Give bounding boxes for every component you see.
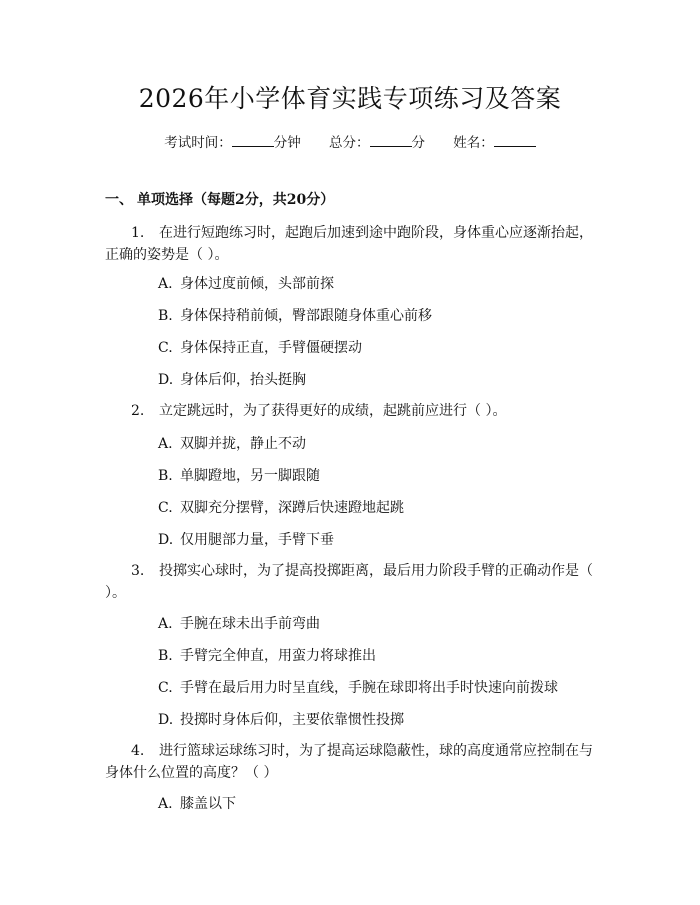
q4-option-a: [158, 794, 236, 814]
option-text: 手臂在最后用力时呈直线，手腕在球即将出手时快速向前拨球: [180, 680, 558, 696]
name-blank: [494, 132, 536, 147]
option-text: 身体过度前倾，头部前探: [180, 276, 334, 292]
total-score-label: 总分：: [329, 135, 370, 151]
option-letter: C.: [158, 500, 173, 516]
question-text: 在进行短跑练习时，起跑后加速到途中跑阶段，身体重心应逐渐抬起，正确的姿势是（ ）。: [105, 225, 593, 263]
q3-option-c: [158, 678, 558, 698]
question-text: 进行篮球运球练习时，为了提高运球隐蔽性，球的高度通常应控制在与身体什么位置的高度？（ ）: [105, 743, 593, 781]
option-text: 单脚蹬地，另一脚跟随: [180, 468, 320, 484]
total-score-field: [329, 132, 425, 153]
option-letter: C.: [158, 680, 173, 696]
option-letter: A.: [158, 436, 173, 452]
option-text: 投掷时身体后仰，主要依靠惯性投掷: [180, 712, 404, 728]
option-letter: B.: [158, 648, 173, 664]
option-letter: A.: [158, 796, 173, 812]
q1-option-b: [158, 306, 432, 326]
option-text: 身体保持稍前倾，臀部跟随身体重心前移: [180, 308, 432, 324]
question-2: [105, 400, 600, 422]
option-letter: B.: [158, 468, 173, 484]
option-letter: D.: [158, 712, 174, 728]
total-score-blank: [370, 132, 412, 147]
name-field: [453, 132, 536, 153]
question-4: [105, 740, 600, 784]
option-letter: C.: [158, 340, 173, 356]
option-letter: A.: [158, 276, 173, 292]
total-score-unit: 分: [411, 135, 425, 151]
q2-option-b: [158, 466, 320, 486]
exam-time-label: 考试时间：: [164, 135, 232, 151]
option-letter: A.: [158, 616, 173, 632]
section-number: 一、: [105, 192, 133, 208]
option-text: 身体后仰，抬头挺胸: [180, 372, 306, 388]
question-number: 3.: [131, 563, 145, 579]
option-text: 手腕在球未出手前弯曲: [180, 616, 320, 632]
section-heading: [105, 190, 334, 210]
q1-option-c: [158, 338, 362, 358]
option-text: 身体保持正直，手臂僵硬摆动: [180, 340, 362, 356]
option-text: 双脚并拢，静止不动: [180, 436, 306, 452]
section-title: 单项选择（每题2分，共20分）: [137, 192, 335, 208]
option-text: 手臂完全伸直，用蛮力将球推出: [180, 648, 376, 664]
document-title: 2026年小学体育实践专项练习及答案: [138, 84, 562, 113]
question-number: 4.: [131, 743, 145, 759]
option-text: 仅用腿部力量，手臂下垂: [180, 532, 334, 548]
option-letter: B.: [158, 308, 173, 324]
question-text: 投掷实心球时，为了提高投掷距离，最后用力阶段手臂的正确动作是（ ）。: [105, 563, 593, 601]
q2-option-d: [158, 530, 334, 550]
exam-time-blank: [232, 132, 274, 147]
option-text: 膝盖以下: [180, 796, 236, 812]
option-letter: D.: [158, 532, 174, 548]
exam-time-unit: 分钟: [273, 135, 301, 151]
q3-option-d: [158, 710, 404, 730]
exam-time-field: [164, 132, 301, 153]
q1-option-d: [158, 370, 306, 390]
q3-option-b: [158, 646, 376, 666]
question-number: 2.: [131, 403, 145, 419]
question-text: 立定跳远时，为了获得更好的成绩，起跳前应进行（ ）。: [159, 403, 507, 419]
q3-option-a: [158, 614, 320, 634]
question-1: [105, 222, 600, 266]
option-letter: D.: [158, 372, 174, 388]
question-3: [105, 560, 600, 604]
q2-option-c: [158, 498, 404, 518]
question-number: 1.: [131, 225, 145, 241]
exam-info-line: [0, 132, 700, 153]
q2-option-a: [158, 434, 306, 454]
q1-option-a: [158, 274, 334, 294]
option-text: 双脚充分摆臂，深蹲后快速蹬地起跳: [180, 500, 404, 516]
name-label: 姓名：: [453, 135, 494, 151]
